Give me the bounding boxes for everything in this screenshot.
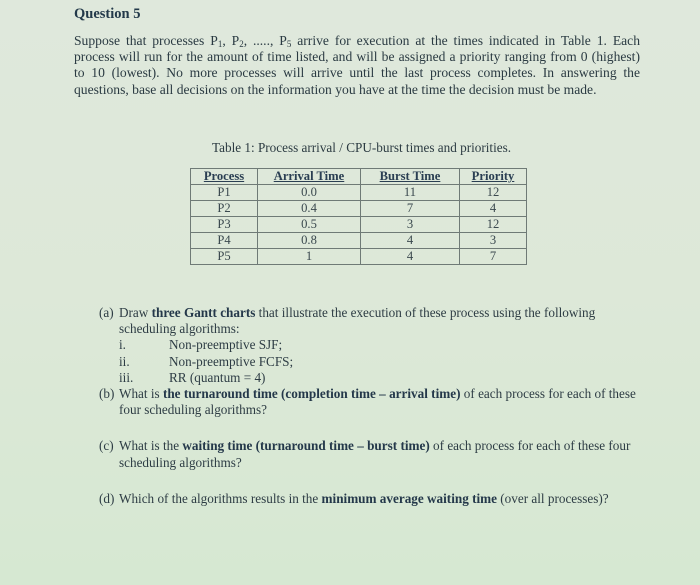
part-b-text-pre: What is — [119, 386, 163, 402]
cell-process: P4 — [191, 233, 258, 249]
part-d-emphasis: minimum average waiting time — [321, 490, 497, 506]
algorithm-number: ii. — [119, 353, 130, 369]
part-d-text-post: (over all processes)? — [496, 490, 609, 506]
cell-process: P5 — [191, 249, 258, 265]
algorithm-name: RR (quantum = 4) — [169, 369, 266, 385]
table-row — [191, 185, 527, 201]
algorithm-name: Non-preemptive SJF; — [169, 337, 283, 353]
question-title: Question 5 — [74, 6, 141, 22]
cell-arrival-time: 0.8 — [258, 233, 361, 249]
algorithm-item — [119, 370, 639, 386]
part-a-text-pre: Draw — [119, 305, 152, 320]
question-parts — [99, 305, 639, 507]
algorithm-name: Non-preemptive FCFS; — [169, 353, 294, 369]
cell-priority: 7 — [460, 249, 527, 265]
process-table — [190, 168, 527, 265]
table-row — [191, 201, 527, 217]
algorithm-item — [119, 354, 639, 370]
intro-ellipsis: , ....., — [243, 33, 280, 48]
part-d-label: (d) — [99, 490, 115, 506]
intro-text-before: Suppose that processes — [74, 33, 211, 48]
cell-arrival-time: 1 — [258, 249, 361, 265]
intro-separator: , — [222, 33, 232, 48]
part-d-text-pre: Which of the algorithms results in the — [119, 490, 322, 506]
cell-burst-time: 4 — [361, 249, 460, 265]
cell-burst-time: 7 — [361, 201, 460, 217]
part-c-emphasis: waiting time (turnaround time – burst time) — [182, 438, 430, 454]
cell-arrival-time: 0.4 — [258, 201, 361, 217]
spacer — [99, 418, 639, 438]
process-p5-subscript: 5 — [286, 39, 292, 49]
process-p1-name: P — [210, 33, 218, 48]
cell-priority: 12 — [460, 185, 527, 201]
table-header-row — [191, 169, 527, 185]
part-a-label: (a) — [99, 305, 114, 320]
cell-process: P1 — [191, 185, 258, 201]
cell-burst-time: 11 — [361, 185, 460, 201]
cell-arrival-time: 0.0 — [258, 185, 361, 201]
part-b-text-post: of each process for each of these four scheduling algorithms? — [119, 386, 636, 418]
part-c — [99, 438, 639, 470]
part-a-emphasis: three Gantt charts — [151, 305, 256, 320]
cell-priority: 4 — [460, 201, 527, 217]
process-p1-subscript: 1 — [217, 39, 223, 49]
cell-priority: 12 — [460, 217, 527, 233]
cell-arrival-time: 0.5 — [258, 217, 361, 233]
part-b-emphasis: the turnaround time (completion time – arrival time) — [162, 386, 461, 402]
process-p2-subscript: 2 — [239, 39, 244, 49]
header-burst-time: Burst Time — [361, 169, 460, 185]
part-c-label: (c) — [99, 438, 114, 454]
cell-priority: 3 — [460, 233, 527, 249]
table-row — [191, 249, 527, 265]
header-priority: Priority — [460, 169, 527, 185]
part-b-label: (b) — [99, 386, 115, 402]
cell-burst-time: 3 — [361, 217, 460, 233]
process-p2-name: P — [231, 33, 240, 48]
table-row — [191, 233, 527, 249]
cell-process: P3 — [191, 217, 258, 233]
table-row — [191, 217, 527, 233]
process-p5-name: P — [279, 33, 287, 48]
part-a-text-post: that illustrate the execution of these process using the following scheduling algorithms: — [119, 305, 596, 337]
cell-process: P2 — [191, 201, 258, 217]
intro-text-after: arrive for execution at the times indicated in Table 1. Each process will run for the amount of time listed, and will be assigned a priority ranging from 0 (highest) to 10 (lowest). No more processes will arrive until the last process completes. In answering the questions, base all decisions on the information you have at the time the decision must be made. — [74, 33, 640, 97]
algorithm-list — [119, 337, 639, 386]
algorithm-item — [119, 337, 639, 353]
algorithm-number: i. — [119, 337, 126, 353]
header-arrival-time: Arrival Time — [258, 169, 361, 185]
header-process: Process — [191, 169, 258, 185]
cell-burst-time: 4 — [361, 233, 460, 249]
part-d — [99, 491, 639, 507]
part-a — [99, 305, 639, 386]
part-c-text-post: of each process for each of these four scheduling algorithms? — [119, 438, 631, 470]
part-b — [99, 386, 639, 418]
table-caption: Table 1: Process arrival / CPU-burst times and priorities. — [212, 140, 512, 155]
question-intro — [74, 33, 640, 98]
algorithm-number: iii. — [119, 369, 134, 385]
part-c-text-pre: What is the — [119, 438, 183, 454]
spacer — [99, 471, 639, 491]
